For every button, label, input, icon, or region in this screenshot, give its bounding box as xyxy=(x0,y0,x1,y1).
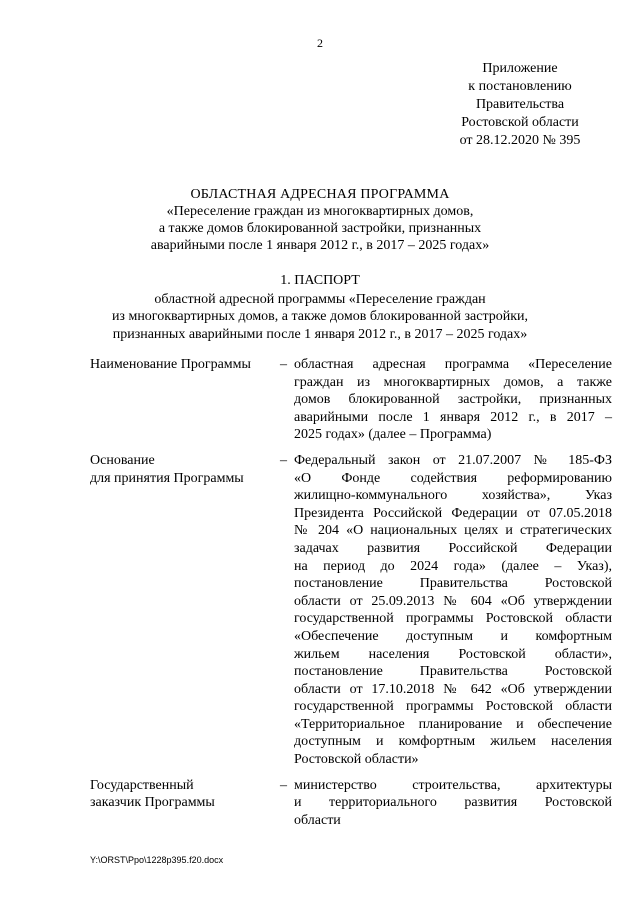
passport-heading: 1. ПАСПОРТ xyxy=(280,273,360,288)
row-value-line: № 204 «О национальных целях и стратегических xyxy=(294,523,612,539)
row-value-line: постановление Правительства Ростовской xyxy=(294,576,612,592)
row-value-line: доступным и комфортным жильем населения xyxy=(294,734,612,750)
passport-title xyxy=(60,272,580,343)
passport-row-name xyxy=(90,356,612,444)
row-label-line: заказчик Программы xyxy=(90,795,215,811)
row-value-line: министерство строительства, архитектуры xyxy=(294,777,612,793)
row-label-line: Основание xyxy=(90,452,155,468)
appendix-line: от 28.12.2020 № 395 xyxy=(459,133,581,148)
row-label xyxy=(90,777,280,830)
row-value-line: государственной программы Ростовской области xyxy=(294,611,612,627)
row-value-line: государственной программы Ростовской области xyxy=(294,699,612,715)
row-value-line: области от 17.10.2018 № 642 «Об утверждении xyxy=(294,681,612,697)
row-value-line: областная адресная программа «Переселение xyxy=(294,357,612,372)
row-value-line: жилищно-коммунального хозяйства», Указ xyxy=(294,488,612,504)
row-value xyxy=(294,356,612,444)
row-dash: – xyxy=(280,777,287,793)
row-value-line: жильем населения Ростовской области», xyxy=(294,646,612,662)
page-number: 2 xyxy=(317,36,323,50)
row-value-line: аварийными после 1 января 2012 г., в 2017 – xyxy=(294,409,612,425)
program-title-line: аварийными после 1 января 2012 г., в 2017 – 2025 годах» xyxy=(150,238,490,253)
row-label xyxy=(90,452,280,769)
program-title xyxy=(60,186,580,254)
passport-row-customer xyxy=(90,777,612,830)
appendix-line: к постановлению xyxy=(468,79,572,94)
row-label-line: Наименование Программы xyxy=(90,357,251,372)
row-value-line: Президента Российской Федерации от 07.05.2018 xyxy=(294,505,612,521)
row-value xyxy=(294,452,612,769)
row-value-line: постановление Правительства Ростовской xyxy=(294,664,612,680)
row-value-line: «Территориальное планирование и обеспечение xyxy=(294,716,612,732)
passport-line: из многоквартирных домов, а также домов блокированной застройки, xyxy=(111,309,529,324)
row-value-line: граждан из многоквартирных домов, а также xyxy=(294,374,612,390)
appendix-line: Правительства xyxy=(475,97,565,112)
row-value-line: «Обеспечение доступным и комфортным xyxy=(294,628,612,644)
row-label-line: для принятия Программы xyxy=(90,470,244,486)
row-value-line: задачах развития Российской Федерации xyxy=(294,540,612,556)
passport-table xyxy=(90,356,612,837)
passport-line: признанных аварийными после 1 января 2012 г., в 2017 – 2025 годах» xyxy=(112,326,528,342)
row-dash: – xyxy=(280,452,287,468)
row-value-line: Федеральный закон от 21.07.2007 № 185-ФЗ xyxy=(294,452,612,468)
row-value-line: домов блокированной застройки, признанных xyxy=(294,392,612,408)
row-value-line: и территориального развития Ростовской xyxy=(294,795,612,811)
row-value-line: области от 25.09.2013 № 604 «Об утверждении xyxy=(294,593,612,609)
appendix-block xyxy=(430,60,610,150)
row-dash: – xyxy=(280,357,287,372)
row-label-line: Государственный xyxy=(90,777,194,793)
program-title-line: а также домов блокированной застройки, признанных xyxy=(158,221,482,236)
row-value-line: «О Фонде содействия реформированию xyxy=(294,470,612,486)
program-title-heading: ОБЛАСТНАЯ АДРЕСНАЯ ПРОГРАММА xyxy=(190,187,450,202)
row-label xyxy=(90,356,280,444)
appendix-line: Ростовской области xyxy=(461,115,579,130)
file-path-footer: Y:\ORST\Ppo\1228p395.f20.docx xyxy=(90,855,224,865)
appendix-line: Приложение xyxy=(482,61,558,76)
row-value xyxy=(294,777,612,830)
row-value-line: 2025 годах» (далее – Программа) xyxy=(294,427,492,443)
passport-row-basis xyxy=(90,452,612,769)
row-value-line: области xyxy=(294,812,341,828)
program-title-line: «Переселение граждан из многоквартирных домов, xyxy=(166,204,474,219)
passport-line: областной адресной программы «Переселение граждан xyxy=(154,291,486,307)
row-value-line: на период до 2024 года» (далее – Указ), xyxy=(294,558,612,574)
row-value-line: Ростовской области» xyxy=(294,752,419,768)
